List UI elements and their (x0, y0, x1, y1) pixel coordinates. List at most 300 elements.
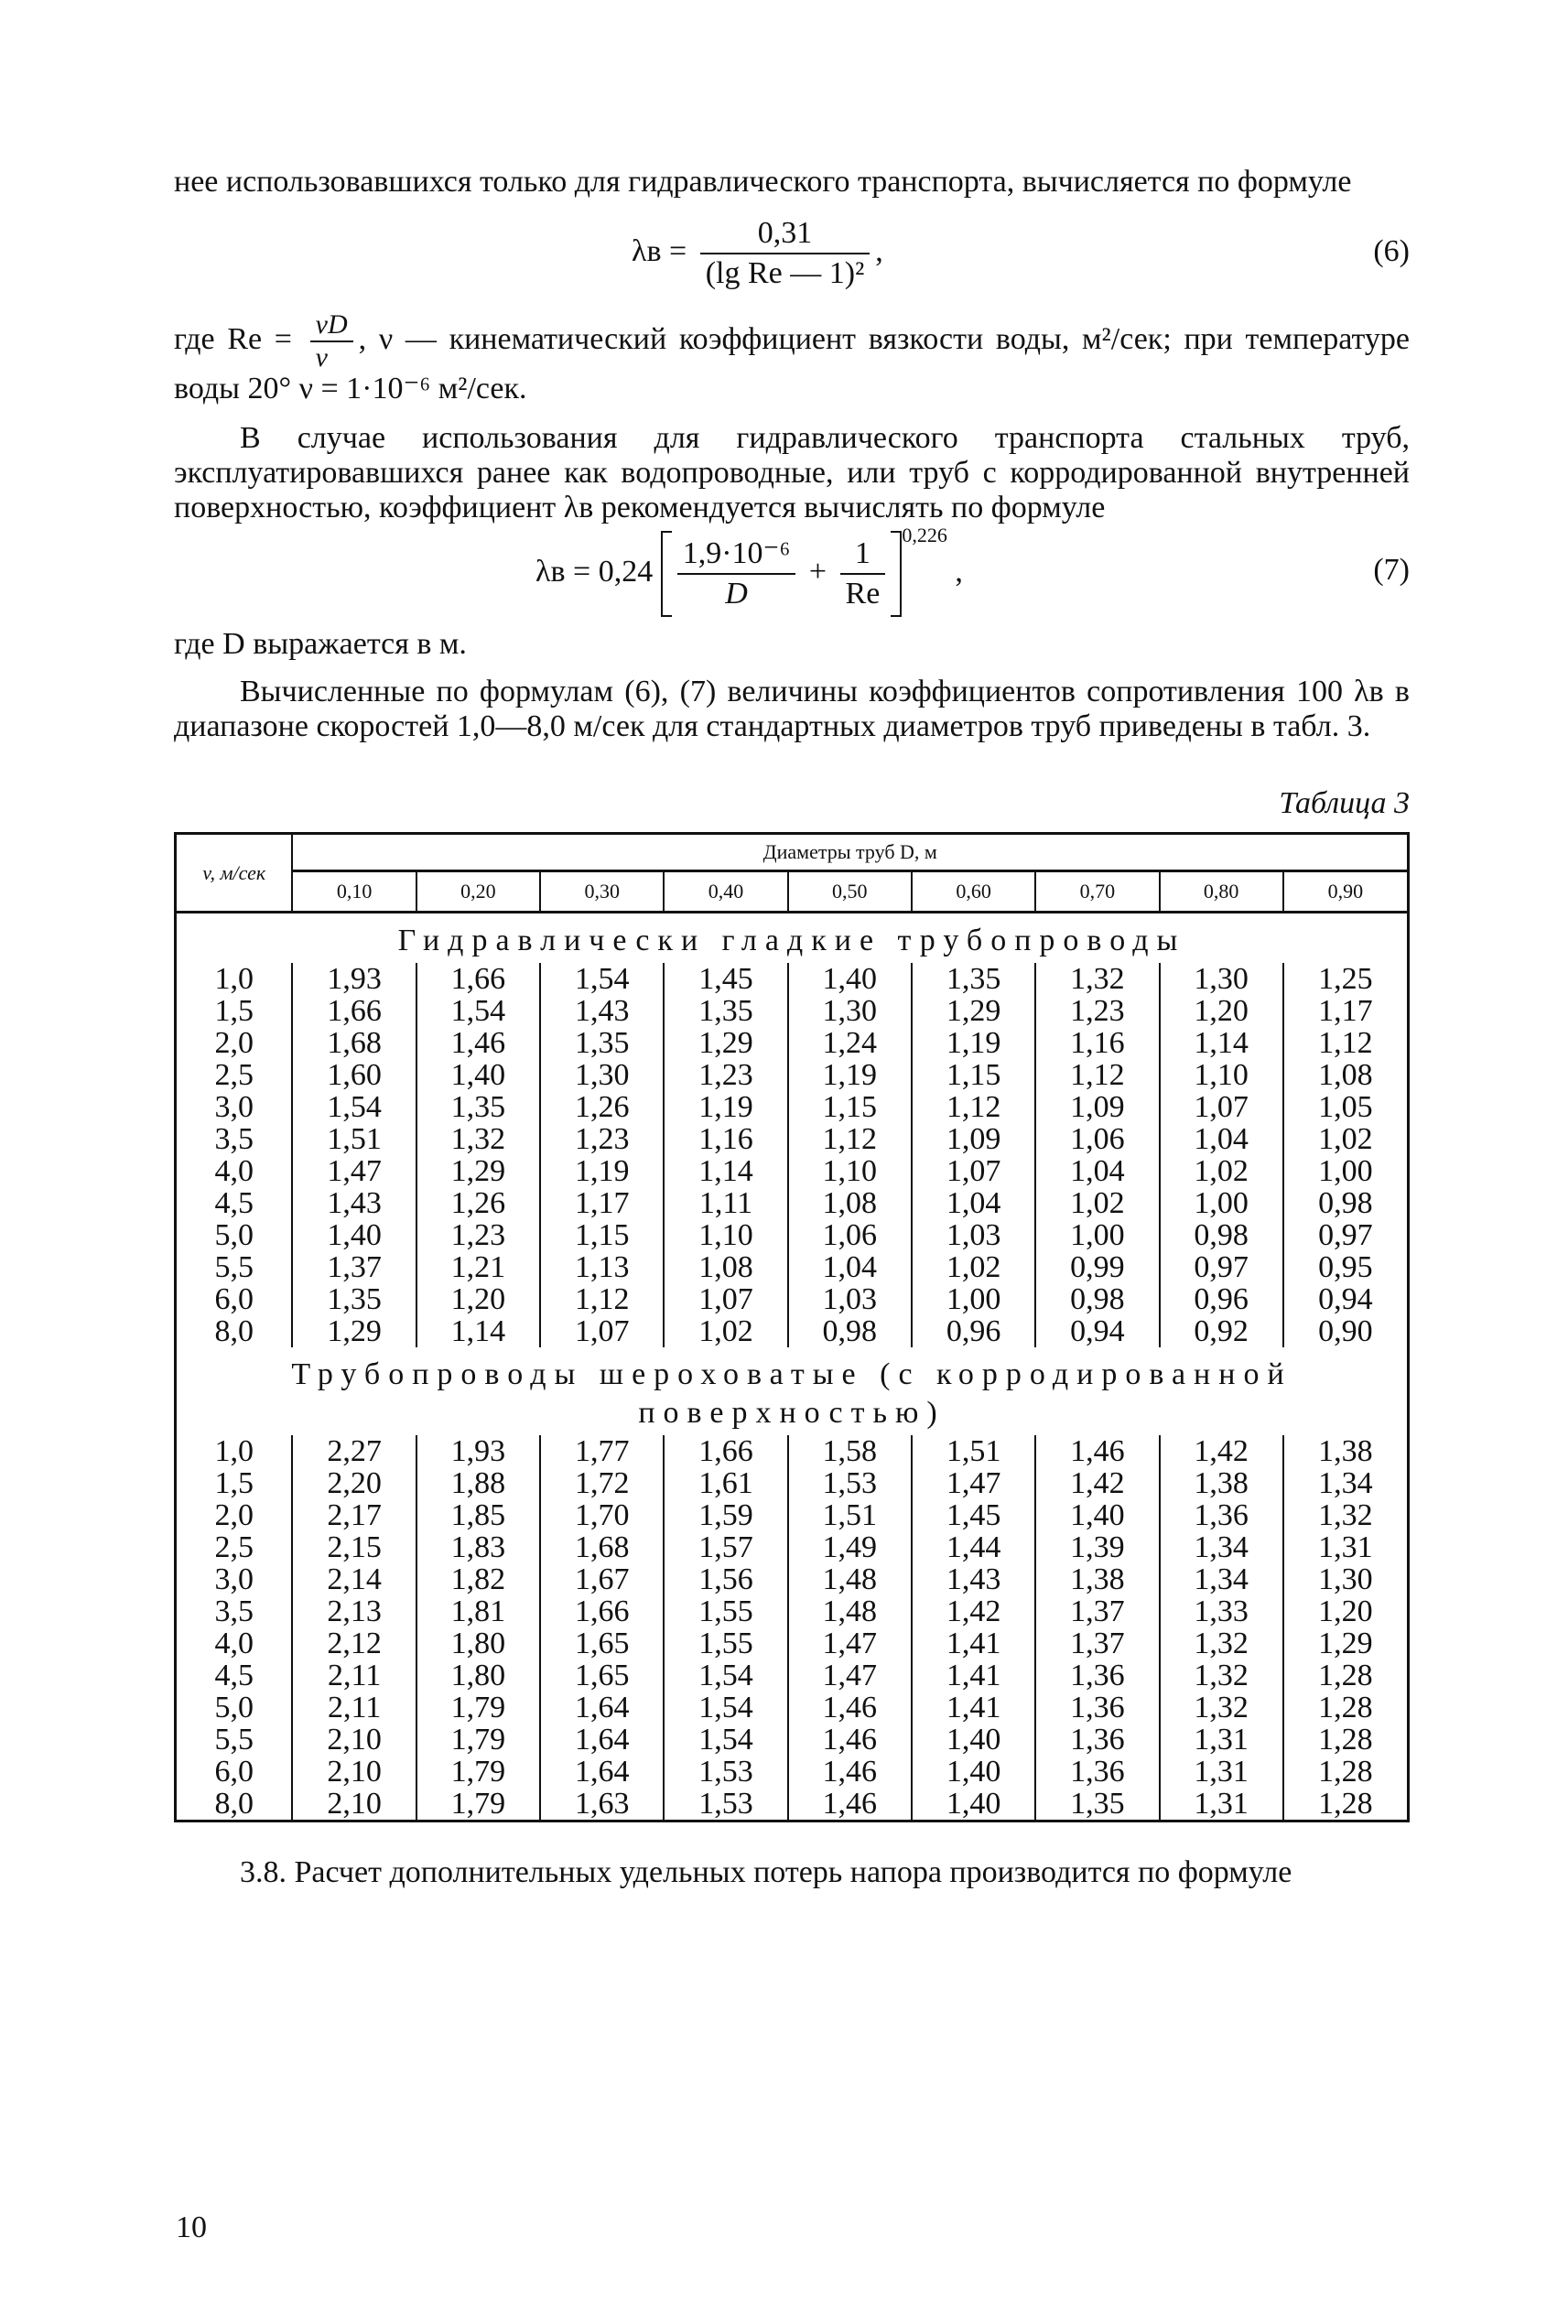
paragraph-d-units: где D выражается в м. (174, 627, 467, 661)
paragraph-re-definition (174, 311, 1410, 406)
value-cell: 1,88 (416, 1467, 540, 1499)
table-row (176, 1251, 1409, 1283)
value-cell: 1,42 (912, 1595, 1035, 1627)
header-diameters: Диаметры труб D, м (292, 834, 1408, 871)
value-cell: 1,28 (1283, 1788, 1409, 1821)
formula-6-tail: , (875, 233, 883, 268)
value-cell: 1,68 (540, 1531, 664, 1563)
value-cell: 1,29 (664, 1027, 787, 1059)
value-cell: 1,65 (540, 1627, 664, 1659)
table-row (176, 1627, 1409, 1659)
value-cell: 1,35 (912, 963, 1035, 995)
value-cell: 1,28 (1283, 1692, 1409, 1724)
value-cell: 1,31 (1160, 1788, 1283, 1821)
value-cell: 1,12 (540, 1283, 664, 1315)
value-cell: 1,07 (664, 1283, 787, 1315)
value-cell: 1,08 (1283, 1059, 1409, 1091)
value-cell: 1,28 (1283, 1724, 1409, 1756)
table-row (176, 1595, 1409, 1627)
table-row (176, 1467, 1409, 1499)
value-cell: 1,47 (788, 1659, 912, 1692)
header-diameter: 0,30 (540, 871, 664, 913)
value-cell: 1,57 (664, 1531, 787, 1563)
value-cell: 1,66 (664, 1435, 787, 1467)
re-numerator: vD (310, 311, 353, 342)
value-cell: 1,40 (912, 1788, 1035, 1821)
value-cell: 1,10 (664, 1219, 787, 1251)
formula-7-lhs: λв = 0,24 (535, 554, 654, 589)
value-cell: 1,49 (788, 1531, 912, 1563)
paragraph-section-3-8: 3.8. Расчет дополнительных удельных потерь напора производится по формуле (240, 1855, 1292, 1889)
value-cell: 1,40 (912, 1724, 1035, 1756)
formula-7-left-bracket (661, 531, 672, 617)
value-cell: 1,68 (292, 1027, 416, 1059)
velocity-cell: 5,0 (176, 1219, 293, 1251)
value-cell: 1,29 (1283, 1627, 1409, 1659)
value-cell: 1,36 (1035, 1659, 1159, 1692)
value-cell: 1,24 (788, 1027, 912, 1059)
formula-7 (174, 525, 1410, 622)
value-cell: 1,04 (1035, 1155, 1159, 1187)
value-cell: 1,80 (416, 1659, 540, 1692)
document-page (174, 165, 1410, 1890)
table-row (176, 1659, 1409, 1692)
value-cell: 1,20 (416, 1283, 540, 1315)
formula-7-fraction-2 (840, 536, 886, 611)
value-cell: 1,08 (788, 1187, 912, 1219)
value-cell: 1,42 (1035, 1467, 1159, 1499)
value-cell: 2,13 (292, 1595, 416, 1627)
value-cell: 1,36 (1035, 1756, 1159, 1788)
value-cell: 1,80 (416, 1627, 540, 1659)
value-cell: 1,43 (912, 1563, 1035, 1595)
value-cell: 1,40 (1035, 1499, 1159, 1531)
value-cell: 1,31 (1160, 1724, 1283, 1756)
value-cell: 1,32 (1160, 1659, 1283, 1692)
value-cell: 1,59 (664, 1499, 787, 1531)
value-cell: 1,83 (416, 1531, 540, 1563)
value-cell: 1,36 (1160, 1499, 1283, 1531)
velocity-cell: 6,0 (176, 1283, 293, 1315)
value-cell: 2,10 (292, 1788, 416, 1821)
table-row (176, 1788, 1409, 1821)
value-cell: 1,40 (292, 1219, 416, 1251)
table-row (176, 1283, 1409, 1315)
value-cell: 1,47 (788, 1627, 912, 1659)
value-cell: 1,26 (416, 1187, 540, 1219)
value-cell: 1,31 (1160, 1756, 1283, 1788)
value-cell: 1,79 (416, 1692, 540, 1724)
value-cell: 0,99 (1035, 1251, 1159, 1283)
velocity-cell: 1,5 (176, 995, 293, 1027)
value-cell: 1,60 (292, 1059, 416, 1091)
value-cell: 1,02 (1283, 1123, 1409, 1155)
value-cell: 1,55 (664, 1595, 787, 1627)
value-cell: 1,45 (664, 963, 787, 995)
formula-7-frac1-denominator: D (725, 577, 748, 611)
velocity-cell: 2,0 (176, 1027, 293, 1059)
section-rough-title: Трубопроводы шероховатые (с корродированной (176, 1347, 1409, 1397)
value-cell: 1,67 (540, 1563, 664, 1595)
value-cell: 1,53 (788, 1467, 912, 1499)
value-cell: 1,04 (788, 1251, 912, 1283)
value-cell: 2,11 (292, 1659, 416, 1692)
formula-6-lhs: λв = (632, 233, 687, 268)
value-cell: 1,63 (540, 1788, 664, 1821)
velocity-cell: 6,0 (176, 1756, 293, 1788)
value-cell: 1,46 (416, 1027, 540, 1059)
table-row (176, 1091, 1409, 1123)
table-row (176, 1027, 1409, 1059)
table-row (176, 1187, 1409, 1219)
value-cell: 2,11 (292, 1692, 416, 1724)
table-body (176, 913, 1409, 1821)
value-cell: 1,32 (1035, 963, 1159, 995)
value-cell: 1,41 (912, 1692, 1035, 1724)
velocity-cell: 3,0 (176, 1563, 293, 1595)
formula-7-exponent: 0,226 (902, 524, 947, 547)
velocity-cell: 4,5 (176, 1187, 293, 1219)
value-cell: 1,14 (416, 1315, 540, 1347)
value-cell: 1,79 (416, 1724, 540, 1756)
velocity-cell: 4,0 (176, 1155, 293, 1187)
value-cell: 1,19 (912, 1027, 1035, 1059)
velocity-cell: 2,5 (176, 1531, 293, 1563)
value-cell: 2,20 (292, 1467, 416, 1499)
value-cell: 2,17 (292, 1499, 416, 1531)
velocity-cell: 8,0 (176, 1315, 293, 1347)
value-cell: 1,13 (540, 1251, 664, 1283)
value-cell: 1,48 (788, 1563, 912, 1595)
value-cell: 1,34 (1160, 1531, 1283, 1563)
table-row (176, 1724, 1409, 1756)
value-cell: 1,23 (540, 1123, 664, 1155)
velocity-cell: 3,5 (176, 1123, 293, 1155)
value-cell: 1,10 (1160, 1059, 1283, 1091)
value-cell: 1,28 (1283, 1756, 1409, 1788)
value-cell: 1,37 (292, 1251, 416, 1283)
value-cell: 0,96 (912, 1315, 1035, 1347)
value-cell: 1,77 (540, 1435, 664, 1467)
table-row (176, 1563, 1409, 1595)
value-cell: 2,10 (292, 1724, 416, 1756)
section-rough-title: поверхностью) (176, 1397, 1409, 1435)
value-cell: 1,19 (788, 1059, 912, 1091)
value-cell: 1,29 (912, 995, 1035, 1027)
value-cell: 1,04 (912, 1187, 1035, 1219)
value-cell: 1,16 (1035, 1027, 1159, 1059)
value-cell: 1,54 (664, 1724, 787, 1756)
value-cell: 1,82 (416, 1563, 540, 1595)
formula-7-right-bracket (891, 531, 902, 617)
velocity-cell: 5,0 (176, 1692, 293, 1724)
value-cell: 1,23 (416, 1219, 540, 1251)
value-cell: 1,54 (292, 1091, 416, 1123)
value-cell: 1,17 (540, 1187, 664, 1219)
value-cell: 1,34 (1283, 1467, 1409, 1499)
value-cell: 1,70 (540, 1499, 664, 1531)
value-cell: 1,21 (416, 1251, 540, 1283)
value-cell: 2,10 (292, 1756, 416, 1788)
table-row (176, 1756, 1409, 1788)
formula-7-label: (7) (1373, 553, 1410, 587)
value-cell: 1,35 (664, 995, 787, 1027)
value-cell: 1,35 (416, 1091, 540, 1123)
value-cell: 1,54 (416, 995, 540, 1027)
formula-7-fraction-1 (677, 536, 796, 611)
value-cell: 1,72 (540, 1467, 664, 1499)
value-cell: 1,07 (540, 1315, 664, 1347)
value-cell: 1,15 (540, 1219, 664, 1251)
value-cell: 1,19 (540, 1155, 664, 1187)
paragraph-intro: нее использовавшихся только для гидравлического транспорта, вычисляется по формуле (174, 165, 1352, 199)
value-cell: 1,44 (912, 1531, 1035, 1563)
value-cell: 1,25 (1283, 963, 1409, 995)
value-cell: 1,40 (788, 963, 912, 995)
velocity-cell: 8,0 (176, 1788, 293, 1821)
value-cell: 1,09 (912, 1123, 1035, 1155)
formula-7-tail: , (955, 554, 963, 589)
velocity-cell: 3,0 (176, 1091, 293, 1123)
value-cell: 1,40 (912, 1756, 1035, 1788)
value-cell: 1,30 (1160, 963, 1283, 995)
value-cell: 1,36 (1035, 1724, 1159, 1756)
value-cell: 0,96 (1160, 1283, 1283, 1315)
value-cell: 1,35 (540, 1027, 664, 1059)
value-cell: 1,08 (664, 1251, 787, 1283)
value-cell: 1,34 (1160, 1563, 1283, 1595)
value-cell: 1,38 (1160, 1467, 1283, 1499)
header-diameter: 0,90 (1283, 871, 1409, 913)
header-diameter: 0,80 (1160, 871, 1283, 913)
table-row (176, 1531, 1409, 1563)
table-row (176, 1155, 1409, 1187)
value-cell: 1,06 (788, 1219, 912, 1251)
value-cell: 0,98 (1035, 1283, 1159, 1315)
value-cell: 1,64 (540, 1692, 664, 1724)
value-cell: 1,02 (1160, 1155, 1283, 1187)
value-cell: 1,51 (292, 1123, 416, 1155)
value-cell: 1,38 (1283, 1435, 1409, 1467)
value-cell: 1,28 (1283, 1659, 1409, 1692)
formula-7-frac1-numerator: 1,9·10⁻⁶ (677, 536, 796, 575)
formula-7-frac2-denominator: Re (845, 577, 881, 611)
value-cell: 1,26 (540, 1091, 664, 1123)
value-cell: 1,53 (664, 1756, 787, 1788)
value-cell: 1,11 (664, 1187, 787, 1219)
value-cell: 1,65 (540, 1659, 664, 1692)
formula-6-denominator: (lg Re — 1)² (705, 256, 865, 290)
value-cell: 1,64 (540, 1756, 664, 1788)
value-cell: 1,00 (1160, 1187, 1283, 1219)
value-cell: 1,41 (912, 1659, 1035, 1692)
value-cell: 0,92 (1160, 1315, 1283, 1347)
value-cell: 1,46 (788, 1788, 912, 1821)
value-cell: 1,05 (1283, 1091, 1409, 1123)
value-cell: 1,09 (1035, 1091, 1159, 1123)
value-cell: 1,37 (1035, 1627, 1159, 1659)
formula-6-label: (6) (1373, 234, 1410, 268)
velocity-cell: 1,0 (176, 963, 293, 995)
value-cell: 1,32 (1283, 1499, 1409, 1531)
value-cell: 1,29 (292, 1315, 416, 1347)
formula-6-numerator: 0,31 (700, 216, 871, 254)
value-cell: 1,56 (664, 1563, 787, 1595)
formula-7-frac2-numerator: 1 (840, 536, 886, 575)
value-cell: 1,61 (664, 1467, 787, 1499)
value-cell: 1,54 (540, 963, 664, 995)
value-cell: 1,20 (1160, 995, 1283, 1027)
value-cell: 2,27 (292, 1435, 416, 1467)
paragraph-computed-values: Вычисленные по формулам (6), (7) величины коэффициентов сопротивления 100 λв в диапазоне скоростей 1,0—8,0 м/сек для стандартных диаметров труб приведены в табл. 3. (174, 675, 1410, 743)
re-prefix: где Re = (174, 321, 292, 356)
value-cell: 1,55 (664, 1627, 787, 1659)
value-cell: 1,66 (292, 995, 416, 1027)
value-cell: 2,14 (292, 1563, 416, 1595)
value-cell: 1,36 (1035, 1692, 1159, 1724)
value-cell: 1,15 (788, 1091, 912, 1123)
value-cell: 1,45 (912, 1499, 1035, 1531)
value-cell: 1,20 (1283, 1595, 1409, 1627)
value-cell: 1,81 (416, 1595, 540, 1627)
table-row (176, 1692, 1409, 1724)
value-cell: 1,32 (416, 1123, 540, 1155)
value-cell: 1,51 (788, 1499, 912, 1531)
value-cell: 0,94 (1035, 1315, 1159, 1347)
value-cell: 1,53 (664, 1788, 787, 1821)
value-cell: 1,12 (912, 1091, 1035, 1123)
value-cell: 1,06 (1035, 1123, 1159, 1155)
value-cell: 1,58 (788, 1435, 912, 1467)
value-cell: 1,00 (1283, 1155, 1409, 1187)
value-cell: 1,12 (1035, 1059, 1159, 1091)
value-cell: 1,41 (912, 1627, 1035, 1659)
value-cell: 1,46 (788, 1756, 912, 1788)
section-smooth-title: Гидравлически гладкие трубопроводы (176, 913, 1409, 964)
table-row (176, 995, 1409, 1027)
value-cell: 0,95 (1283, 1251, 1409, 1283)
header-diameter: 0,10 (292, 871, 416, 913)
velocity-cell: 2,0 (176, 1499, 293, 1531)
value-cell: 0,90 (1283, 1315, 1409, 1347)
value-cell: 2,15 (292, 1531, 416, 1563)
value-cell: 0,98 (1160, 1219, 1283, 1251)
re-denominator: ν (315, 342, 328, 373)
velocity-cell: 1,0 (176, 1435, 293, 1467)
value-cell: 1,46 (1035, 1435, 1159, 1467)
header-diameter: 0,20 (416, 871, 540, 913)
value-cell: 1,93 (416, 1435, 540, 1467)
value-cell: 1,31 (1283, 1531, 1409, 1563)
formula-6-fraction (700, 216, 871, 291)
value-cell: 1,46 (788, 1724, 912, 1756)
value-cell: 0,94 (1283, 1283, 1409, 1315)
value-cell: 1,03 (912, 1219, 1035, 1251)
velocity-cell: 5,5 (176, 1251, 293, 1283)
value-cell: 1,54 (664, 1692, 787, 1724)
header-diameter: 0,40 (664, 871, 787, 913)
value-cell: 1,02 (912, 1251, 1035, 1283)
value-cell: 1,17 (1283, 995, 1409, 1027)
value-cell: 1,16 (664, 1123, 787, 1155)
value-cell: 1,43 (292, 1187, 416, 1219)
table-row (176, 963, 1409, 995)
value-cell: 1,32 (1160, 1692, 1283, 1724)
table-row (176, 1499, 1409, 1531)
value-cell: 1,03 (788, 1283, 912, 1315)
header-velocity: v, м/сек (176, 834, 293, 913)
value-cell: 1,47 (912, 1467, 1035, 1499)
value-cell: 1,64 (540, 1724, 664, 1756)
value-cell: 0,98 (1283, 1187, 1409, 1219)
formula-7-plus: + (808, 554, 827, 589)
resistance-table (174, 832, 1410, 1822)
value-cell: 1,12 (788, 1123, 912, 1155)
formula-6 (174, 207, 1410, 308)
value-cell: 1,39 (1035, 1531, 1159, 1563)
value-cell: 1,12 (1283, 1027, 1409, 1059)
value-cell: 1,37 (1035, 1595, 1159, 1627)
value-cell: 1,66 (540, 1595, 664, 1627)
header-diameter: 0,60 (912, 871, 1035, 913)
value-cell: 1,43 (540, 995, 664, 1027)
value-cell: 1,79 (416, 1788, 540, 1821)
value-cell: 1,04 (1160, 1123, 1283, 1155)
value-cell: 1,10 (788, 1155, 912, 1187)
value-cell: 1,40 (416, 1059, 540, 1091)
velocity-cell: 1,5 (176, 1467, 293, 1499)
value-cell: 0,97 (1283, 1219, 1409, 1251)
value-cell: 1,48 (788, 1595, 912, 1627)
value-cell: 1,23 (664, 1059, 787, 1091)
value-cell: 1,47 (292, 1155, 416, 1187)
page-number: 10 (176, 2211, 207, 2244)
value-cell: 1,19 (664, 1091, 787, 1123)
value-cell: 1,14 (664, 1155, 787, 1187)
velocity-cell: 4,0 (176, 1627, 293, 1659)
header-diameter: 0,50 (788, 871, 912, 913)
value-cell: 1,79 (416, 1756, 540, 1788)
value-cell: 0,97 (1160, 1251, 1283, 1283)
re-description: , ν — кинематический коэффициент вязкости воды, м²/сек; при температуре воды 20° ν = 1·10⁻⁶ м²/сек. (174, 321, 1410, 405)
value-cell: 1,07 (1160, 1091, 1283, 1123)
value-cell: 1,54 (664, 1659, 787, 1692)
table-row (176, 1435, 1409, 1467)
value-cell: 1,35 (1035, 1788, 1159, 1821)
value-cell: 1,51 (912, 1435, 1035, 1467)
value-cell: 1,30 (1283, 1563, 1409, 1595)
table-caption: Таблица 3 (1279, 786, 1410, 820)
paragraph-steel-pipes: В случае использования для гидравлического транспорта стальных труб, эксплуатировавшихся ранее как водопроводные, или труб с корродированной внутренней поверхностью, коэффициент λв рекомендуется вычислять по формуле (174, 421, 1410, 524)
table-row (176, 1123, 1409, 1155)
header-diameter-row (176, 871, 1409, 913)
velocity-cell: 4,5 (176, 1659, 293, 1692)
value-cell: 1,32 (1160, 1627, 1283, 1659)
table-row (176, 1219, 1409, 1251)
value-cell: 1,33 (1160, 1595, 1283, 1627)
velocity-cell: 5,5 (176, 1724, 293, 1756)
value-cell: 1,00 (912, 1283, 1035, 1315)
table-row (176, 1059, 1409, 1091)
re-fraction (310, 311, 353, 372)
value-cell: 1,46 (788, 1692, 912, 1724)
value-cell: 1,85 (416, 1499, 540, 1531)
value-cell: 1,00 (1035, 1219, 1159, 1251)
value-cell: 1,66 (416, 963, 540, 995)
table-row (176, 1315, 1409, 1347)
value-cell: 1,38 (1035, 1563, 1159, 1595)
value-cell: 1,07 (912, 1155, 1035, 1187)
